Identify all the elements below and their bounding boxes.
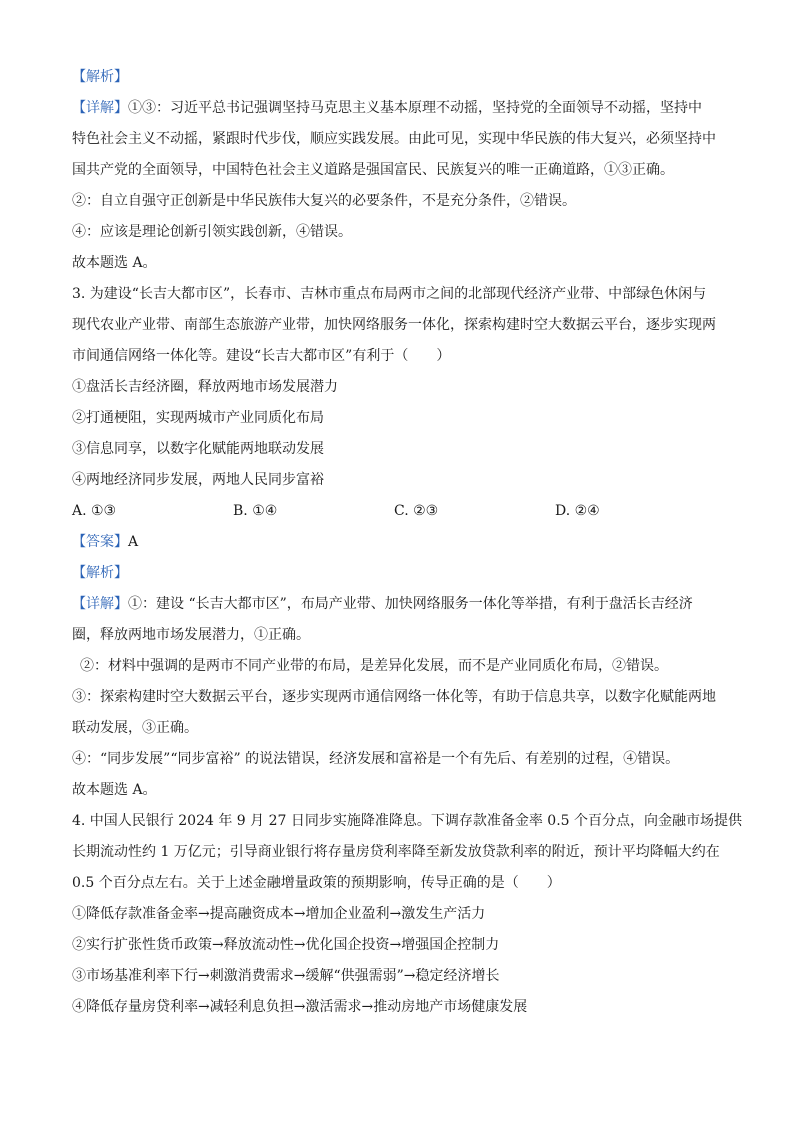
q3-option-a: A. ①③ <box>72 503 117 519</box>
q3-answer <box>72 527 724 558</box>
document-page <box>72 62 743 1023</box>
q3-explain-line-4: ③：探索构建时空大数据云平台，逐步实现两市通信网络一体化等，有助于信息共享，以数字化赋能两地 <box>72 689 716 705</box>
q3-stem-line-2: 现代农业产业带、南部生态旅游产业带，加快网络服务一体化，探索构建时空大数据云平台，逐步实现两 <box>72 317 716 333</box>
q3-explain-line-2: 圈，释放两地市场发展潜力，①正确。 <box>72 627 310 643</box>
q3-explain-line-5: 联动发展，③正确。 <box>72 720 198 736</box>
q3-explain-line-3: ②：材料中强调的是两市不同产业带的布局，是差异化发展，而不是产业同质化布局，②错误。 <box>80 658 668 674</box>
q3-item-3: ③信息同享，以数字化赋能两地联动发展 <box>72 441 324 457</box>
q2-explain-line-3: 国共产党的全面领导，中国特色社会主义道路是强国富民、民族复兴的唯一正确道路，①③正确。 <box>72 162 674 178</box>
q4-item-4: ④降低存量房贷利率→减轻利息负担→激活需求→推动房地产市场健康发展 <box>72 999 528 1015</box>
q3-conclusion: 故本题选 A。 <box>72 782 157 798</box>
q3-option-d: D. ②④ <box>555 503 600 519</box>
q2-explain-line-1 <box>72 93 724 124</box>
q3-explain-line-1 <box>72 589 724 620</box>
q3-option-b: B. ①④ <box>233 503 278 519</box>
q2-explain-line-5: ④：应该是理论创新引领实践创新，④错误。 <box>72 224 352 240</box>
q3-options <box>72 496 724 527</box>
q3-detail-tag: 【详解】 <box>72 596 128 612</box>
q3-stem-line-3: 市间通信网络一体化等。建设“长吉大都市区”有利于（ ） <box>72 348 451 364</box>
q3-item-4: ④两地经济同步发展，两地人民同步富裕 <box>72 472 324 488</box>
q4-item-1: ①降低存款准备金率→提高融资成本→增加企业盈利→激发生产活力 <box>72 906 486 922</box>
q3-explain-line-6: ④：“同步发展”“同步富裕” 的说法错误，经济发展和富裕是一个有先后、有差别的过程，④错误。 <box>72 751 680 767</box>
q2-explain-text-1: ①③：习近平总书记强调坚持马克思主义基本原理不动摇，坚持党的全面领导不动摇，坚持中 <box>128 100 702 116</box>
q2-explain-line-2: 特色社会主义不动摇，紧跟时代步伐，顺应实践发展。由此可见，实现中华民族的伟大复兴，必须坚持中 <box>72 131 716 147</box>
q3-answer-tag: 【答案】 <box>72 534 128 550</box>
q2-explain-heading: 【解析】 <box>72 69 128 85</box>
q4-item-3: ③市场基准利率下行→刺激消费需求→缓解“供强需弱”→稳定经济增长 <box>72 968 500 984</box>
q4-stem-line-1: 4. 中国人民银行 2024 年 9 月 27 日同步实施降准降息。下调存款准备金率 0.5 个百分点，向金融市场提供 <box>72 813 743 829</box>
q4-stem-line-3: 0.5 个百分点左右。关于上述金融增量政策的预期影响，传导正确的是（ ） <box>72 875 561 891</box>
q3-explain-heading: 【解析】 <box>72 565 128 581</box>
q2-detail-tag: 【详解】 <box>72 100 128 116</box>
q3-option-c: C. ②③ <box>394 503 439 519</box>
q3-item-1: ①盘活长吉经济圈，释放两地市场发展潜力 <box>72 379 338 395</box>
q3-answer-value: A <box>128 534 139 550</box>
q3-item-2: ②打通梗阻，实现两城市产业同质化布局 <box>72 410 324 426</box>
q3-explain-text-1: ①：建设 “长吉大都市区”，布局产业带、加快网络服务一体化等举措，有利于盘活长吉经济 <box>128 596 693 612</box>
q2-conclusion: 故本题选 A。 <box>72 255 157 271</box>
q3-stem-line-1: 3. 为建设“长吉大都市区”，长春市、吉林市重点布局两市之间的北部现代经济产业带、中部绿色休闲与 <box>72 286 707 302</box>
q2-explain-line-4: ②：自立自强守正创新是中华民族伟大复兴的必要条件，不是充分条件，②错误。 <box>72 193 576 209</box>
q4-stem-line-2: 长期流动性约 1 万亿元；引导商业银行将存量房贷利率降至新发放贷款利率的附近，预计平均降幅大约在 <box>72 844 720 860</box>
q4-item-2: ②实行扩张性货币政策→释放流动性→优化国企投资→增强国企控制力 <box>72 937 500 953</box>
